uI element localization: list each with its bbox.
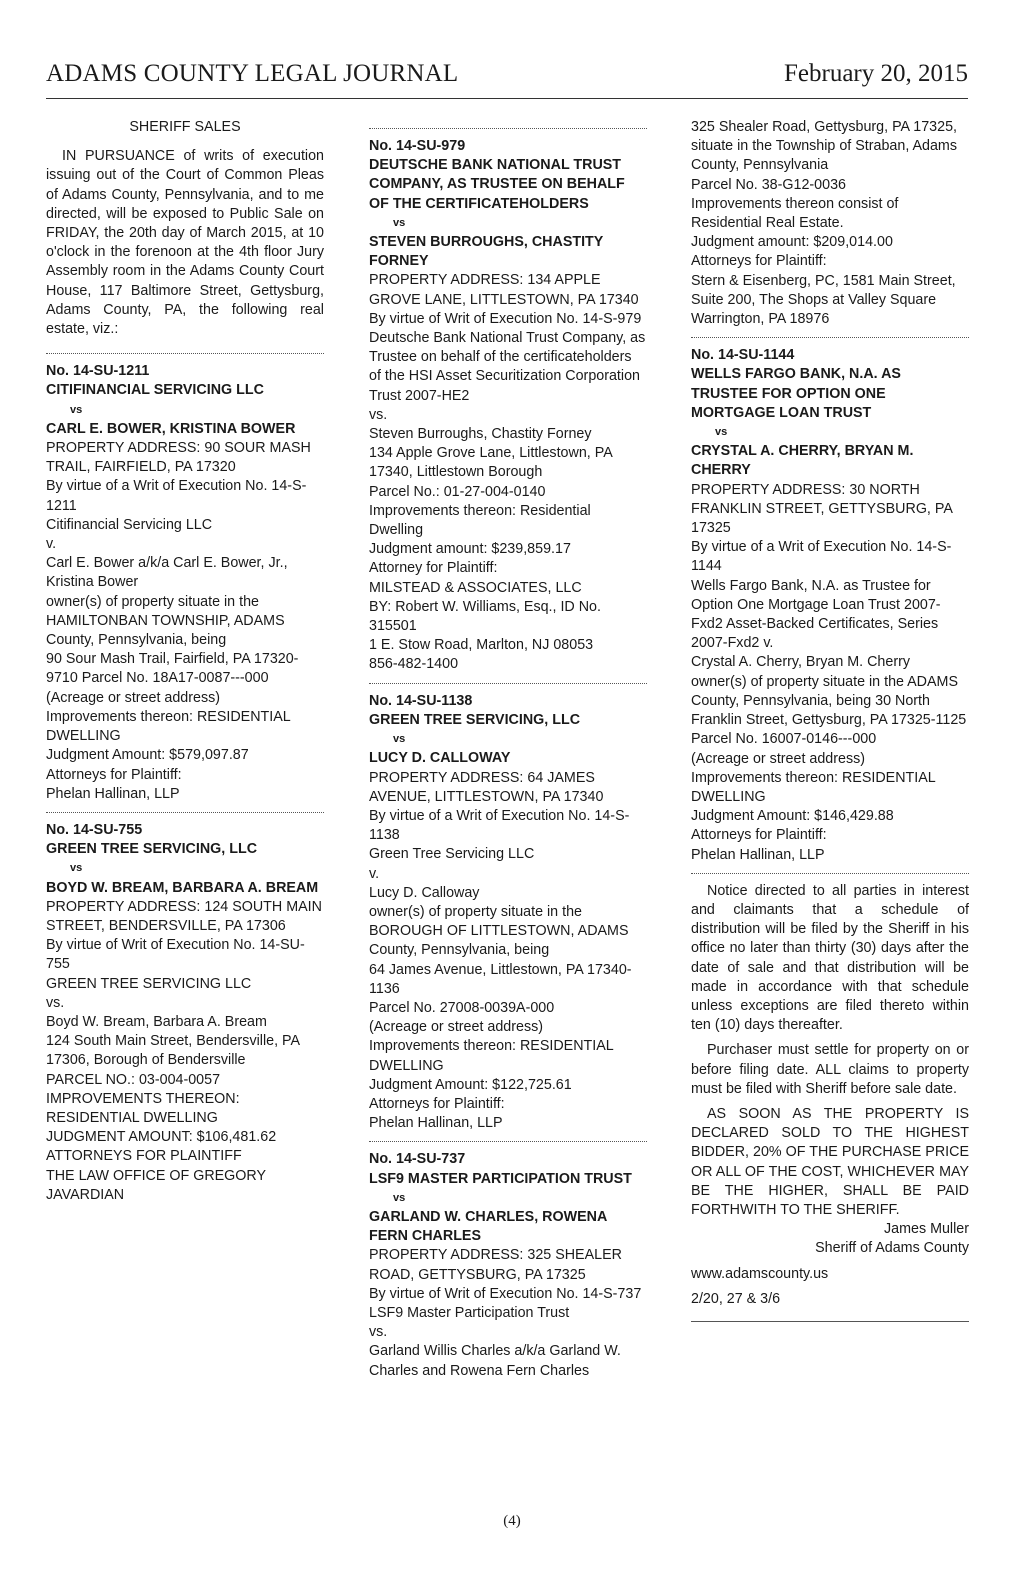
case-entry [369,692,647,1134]
plaintiff-name: WELLS FARGO BANK, N.A. AS TRUSTEE FOR OPTION ONE MORTGAGE LOAN TRUST [691,366,901,421]
case-detail-line: ATTORNEYS FOR PLAINTIFF [46,1148,242,1165]
case-detail-line: THE LAW OFFICE OF GREGORY JAVARDIAN [46,1167,266,1203]
defendant-name: STEVEN BURROUGHS, CHASTITY FORNEY [369,234,604,270]
signer-name: James Muller [883,1221,969,1238]
case-entry [46,821,324,1205]
case-number: No. 14-SU-755 [46,821,143,838]
defendant-name: CRYSTAL A. CHERRY, BRYAN M. CHERRY [691,443,914,479]
journal-date: February 20, 2015 [784,60,968,87]
plaintiff-name: GREEN TREE SERVICING, LLC [46,841,258,858]
case-detail-line: Citifinancial Servicing LLC [46,516,213,533]
case-detail-line: Improvements thereon: RESIDENTIAL DWELLING [369,1038,614,1074]
case-number: No. 14-SU-1144 [691,347,795,364]
case-detail-line: Phelan Hallinan, LLP [691,846,825,863]
versus-label: vs [715,426,728,439]
case-detail-line: Deutsche Bank National Trust Company, as Trustee on behalf of the certificateholders of the HSI Asset Securitization Corporation Trust 2007-HE2 [369,330,646,404]
case-detail-line: Parcel No. 38-G12-0036 [691,176,846,193]
case-detail-line: vs. [46,994,65,1011]
case-detail-line: owner(s) of property situate in the HAMILTONBAN TOWNSHIP, ADAMS County, Pennsylvania, being [46,593,285,649]
defendant-name: GARLAND W. CHARLES, ROWENA FERN CHARLES [369,1208,607,1245]
case-detail-line: LSF9 Master Participation Trust [369,1304,570,1321]
case-detail-line: By virtue of a Writ of Execution No. 14-S-1211 [46,478,307,514]
case-detail-line: vs. [369,1324,388,1341]
case-detail-line: (Acreage or street address) [46,689,221,706]
publication-dates: 2/20, 27 & 3/6 [691,1290,781,1307]
column-1 [46,118,324,1205]
case-detail-line: By virtue of Writ of Execution No. 14-S-737 [369,1285,642,1302]
notice-distribution: Notice directed to all parties in interest and claimants that a schedule of distribution will be filed by the Sheriff in his office no later than thirty (30) days after the date of sale and that distribution will be made in accordance with that schedule unless exceptions are filed thereto within ten (10) days thereafter. [691,882,969,1034]
column-3 [691,118,969,1322]
case-detail-line: Green Tree Servicing LLC [369,846,535,863]
case-detail-line: PARCEL NO.: 03-004-0057 [46,1071,221,1088]
case-detail-line: MILSTEAD & ASSOCIATES, LLC [369,579,582,596]
signer-title: Sheriff of Adams County [815,1240,969,1257]
versus-label: vs [393,216,406,229]
case-detail-line: vs. [369,406,388,423]
plaintiff-name: DEUTSCHE BANK NATIONAL TRUST COMPANY, AS TRUSTEE ON BEHALF OF THE CERTIFICATEHOLDERS [369,157,625,212]
case-detail-line: Crystal A. Cherry, Bryan M. Cherry [691,654,910,671]
case-detail-line: By virtue of a Writ of Execution No. 14-S-1144 [691,539,952,575]
divider [691,873,969,874]
case-detail-line: 90 Sour Mash Trail, Fairfield, PA 17320-9710 Parcel No. 18A17-0087---000 [46,651,299,687]
case-number: No. 14-SU-979 [369,138,466,154]
case-detail-line: Judgment Amount: $122,725.61 [369,1076,572,1093]
case-detail-line: PROPERTY ADDRESS: 325 SHEALER ROAD, GETTYSBURG, PA 17325 [369,1247,622,1283]
case-detail-line: 856-482-1400 [369,656,459,673]
versus-label: vs [393,733,406,746]
case-detail-line: Attorneys for Plaintiff: [691,253,827,270]
notice-purchaser: Purchaser must settle for property on or before filing date. ALL claims to property must be filed with Sheriff before sale date. [691,1042,969,1097]
case-entry [691,346,969,864]
divider [691,337,969,338]
case-detail-line: Phelan Hallinan, LLP [369,1115,503,1132]
versus-label: vs [70,862,83,875]
case-detail-line: Improvements thereon consist of Residential Real Estate. [691,195,899,232]
case-detail-line: Phelan Hallinan, LLP [46,785,180,802]
case-entry [369,1150,647,1380]
case-detail-line: (Acreage or street address) [369,1019,544,1036]
case-detail-line: PROPERTY ADDRESS: 90 SOUR MASH TRAIL, FAIRFIELD, PA 17320 [46,440,311,476]
case-number: No. 14-SU-1211 [46,363,150,380]
case-detail-line: v. [369,865,380,882]
intro-paragraph: IN PURSUANCE of writs of execution issuing out of the Court of Common Pleas of Adams County, Pennsylvania, and to me directed, will be exposed to Public Sale on FRIDAY, the 20th day of March 2015, at 10 o'clock in the forenoon at the 4th floor Jury Assembly room in the Adams County Court House, 117 Baltimore Street, Gettysburg, Adams County, PA, the following real estate, viz.: [46,148,324,338]
case-detail-line: 64 James Avenue, Littlestown, PA 17340-1136 [369,961,632,997]
case-detail-line: 1 E. Stow Road, Marlton, NJ 08053 [369,637,594,654]
divider [369,1141,647,1142]
case-number: No. 14-SU-1138 [369,692,473,709]
case-detail-line: IMPROVEMENTS THEREON: RESIDENTIAL DWELLING [46,1090,240,1126]
divider [369,128,647,129]
case-detail-line: Boyd W. Bream, Barbara A. Bream [46,1013,267,1030]
case-detail-line: owner(s) of property situate in the BOROUGH OF LITTLESTOWN, ADAMS County, Pennsylvania, being [369,903,629,959]
plaintiff-name: LSF9 MASTER PARTICIPATION TRUST [369,1170,632,1187]
case-detail-line: GREEN TREE SERVICING LLC [46,975,252,992]
case-detail-line: (Acreage or street address) [691,750,866,767]
case-detail-line: BY: Robert W. Williams, Esq., ID No. 315501 [369,598,601,635]
journal-header [46,58,968,99]
case-detail-line: PROPERTY ADDRESS: 124 SOUTH MAIN STREET, BENDERSVILLE, PA 17306 [46,898,322,934]
plaintiff-name: CITIFINANCIAL SERVICING LLC [46,382,264,399]
case-detail-line: 134 Apple Grove Lane, Littlestown, PA 17340, Littlestown Borough [369,445,612,481]
case-detail-line: Lucy D. Calloway [369,884,480,901]
defendant-name: BOYD W. BREAM, BARBARA A. BREAM [46,879,319,896]
plaintiff-name: GREEN TREE SERVICING, LLC [369,711,581,728]
case-detail-line: PROPERTY ADDRESS: 64 JAMES AVENUE, LITTLESTOWN, PA 17340 [369,769,604,805]
case-detail-line: Parcel No. 16007-0146---000 [691,731,877,748]
case-detail-line: Carl E. Bower a/k/a Carl E. Bower, Jr., Kristina Bower [46,555,288,591]
case-detail-line: PROPERTY ADDRESS: 134 APPLE GROVE LANE, LITTLESTOWN, PA 17340 [369,272,639,308]
divider [46,812,324,813]
case-detail-line: Steven Burroughs, Chastity Forney [369,426,592,443]
case-detail-line: 124 South Main Street, Bendersville, PA 17306, Borough of Bendersville [46,1033,300,1069]
case-detail-line: Improvements thereon: RESIDENTIAL DWELLING [691,769,936,805]
case-detail-line: Attorneys for Plaintiff: [369,1095,505,1112]
column-2 [369,118,647,1381]
case-continuation [691,118,969,329]
versus-label: vs [70,403,83,416]
case-number: No. 14-SU-737 [369,1151,466,1168]
end-rule [691,1321,969,1322]
case-detail-line: Garland Willis Charles a/k/a Garland W. Charles and Rowena Fern Charles [369,1343,621,1379]
case-detail-line: Parcel No.: 01-27-004-0140 [369,483,546,500]
case-detail-line: v. [46,536,57,553]
case-detail-line: Attorneys for Plaintiff: [46,766,182,783]
case-detail-line: Parcel No. 27008-0039A-000 [369,999,555,1016]
case-detail-line: Improvements thereon: RESIDENTIAL DWELLING [46,708,291,745]
journal-title: ADAMS COUNTY LEGAL JOURNAL [46,60,459,87]
case-detail-line: By virtue of a Writ of Execution No. 14-S-1138 [369,807,630,844]
divider [369,683,647,684]
case-detail-line: Improvements thereon: Residential Dwelling [369,502,591,539]
section-heading: SHERIFF SALES [129,119,241,135]
versus-label: vs [393,1191,406,1204]
case-detail-line: Judgment Amount: $146,429.88 [691,808,894,825]
case-detail-line: Judgment Amount: $579,097.87 [46,747,249,764]
case-detail-line: Judgment amount: $209,014.00 [691,234,893,251]
case-entry [369,137,647,675]
case-detail-line: Attorney for Plaintiff: [369,560,498,577]
case-detail-line: Wells Fargo Bank, N.A. as Trustee for Option One Mortgage Loan Trust 2007-Fxd2 Asset-Backed Certificates, Series 2007-Fxd2 v. [691,577,941,652]
defendant-name: CARL E. BOWER, KRISTINA BOWER [46,420,296,437]
website: www.adamscounty.us [691,1265,829,1282]
case-detail-line: owner(s) of property situate in the ADAMS County, Pennsylvania, being 30 North Franklin Street, Gettysburg, PA 17325-1125 [691,673,967,729]
defendant-name: LUCY D. CALLOWAY [369,750,511,767]
notice-payment: AS SOON AS THE PROPERTY IS DECLARED SOLD TO THE HIGHEST BIDDER, 20% OF THE PURCHASE PRICE OR ALL OF THE COST, WHICHEVER MAY BE THE HIGHER, SHALL BE PAID FORTHWITH TO THE SHERIFF. [691,1105,969,1218]
case-entry [46,362,324,804]
case-detail-line: PROPERTY ADDRESS: 30 NORTH FRANKLIN STREET, GETTYSBURG, PA 17325 [691,481,953,537]
case-detail-line: Attorneys for Plaintiff: [691,827,827,844]
page-number: (4) [503,1513,521,1529]
case-detail-line: Judgment amount: $239,859.17 [369,541,571,558]
divider [46,353,324,354]
case-detail-line: By virtue of Writ of Execution No. 14-S-979 [369,310,642,327]
case-detail-line: 325 Shealer Road, Gettysburg, PA 17325, situate in the Township of Straban, Adams County, Pennsylvania [691,119,957,174]
case-detail-line: By virtue of Writ of Execution No. 14-SU-755 [46,937,305,973]
case-detail-line: Stern & Eisenberg, PC, 1581 Main Street, Suite 200, The Shops at Valley Square Warrington, PA 18976 [691,272,956,328]
case-detail-line: JUDGMENT AMOUNT: $106,481.62 [46,1129,277,1146]
